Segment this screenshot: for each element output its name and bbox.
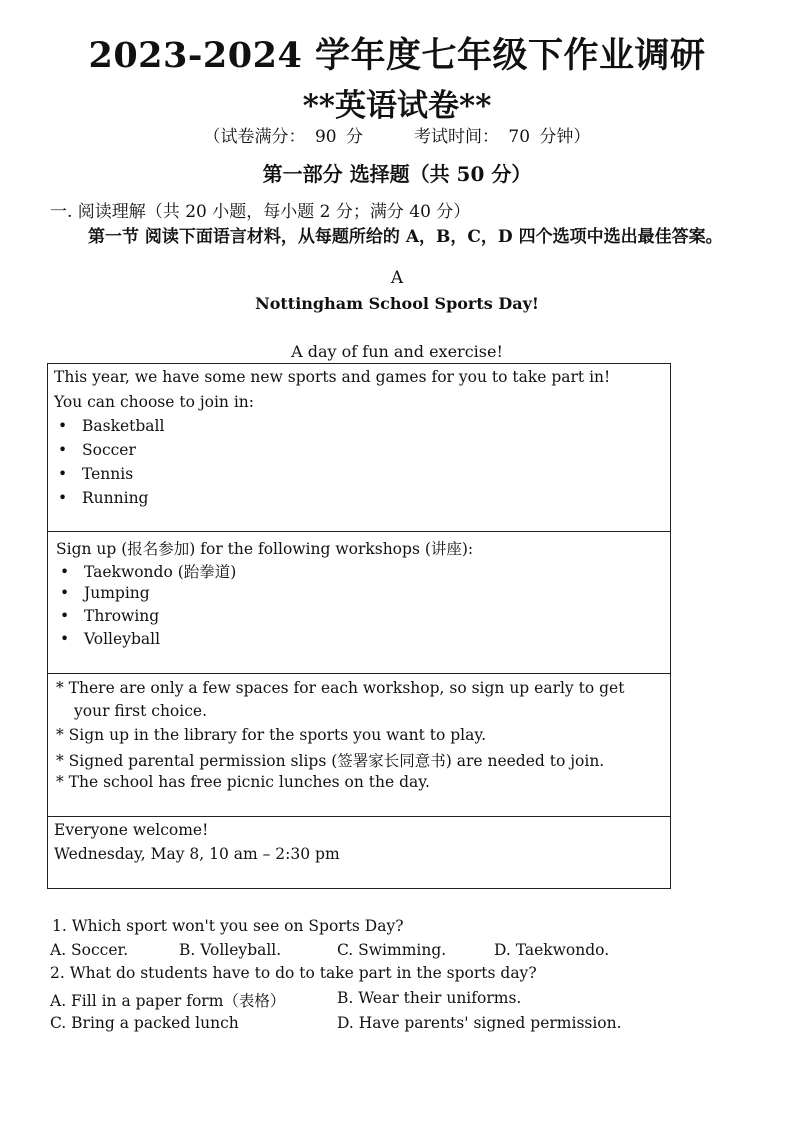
list-item: • Tennis bbox=[58, 465, 134, 483]
question-stem: 1. Which sport won't you see on Sports Day? bbox=[52, 917, 404, 935]
exam-meta: （试卷满分： 90 分 考试时间： 70 分钟） bbox=[203, 127, 591, 147]
list-item: • Basketball bbox=[58, 417, 165, 435]
section-instruction: 第一节 阅读下面语言材料，从每题所给的 A，B，C，D 四个选项中选出最佳答案。 bbox=[88, 227, 723, 247]
answer-option: B. Volleyball. bbox=[179, 941, 282, 959]
part-heading: 第一部分 选择题（共 50 分） bbox=[262, 162, 532, 186]
answer-option: C. Swimming. bbox=[337, 941, 447, 959]
event-box bbox=[47, 816, 671, 889]
question-stem: 2. What do students have to do to take part in the sports day? bbox=[50, 964, 537, 982]
passage-title: Nottingham School Sports Day! bbox=[255, 294, 539, 313]
note-item: * Sign up in the library for the sports you want to play. bbox=[56, 726, 486, 744]
list-item: • Soccer bbox=[58, 441, 136, 459]
passage-tagline: A day of fun and exercise! bbox=[291, 342, 503, 361]
list-item: • Volleyball bbox=[60, 630, 161, 648]
answer-option: C. Bring a packed lunch bbox=[50, 1014, 239, 1032]
answer-option: D. Have parents' signed permission. bbox=[337, 1014, 622, 1032]
exam-title: 2023-2024 学年度七年级下作业调研 bbox=[88, 35, 706, 76]
note-item: * The school has free picnic lunches on the day. bbox=[56, 773, 430, 791]
notes-box bbox=[47, 673, 671, 817]
event-datetime: Wednesday, May 8, 10 am – 2:30 pm bbox=[54, 845, 340, 863]
list-item: • Throwing bbox=[60, 607, 160, 625]
section-heading: 一. 阅读理解（共 20 小题，每小题 2 分；满分 40 分） bbox=[50, 202, 471, 222]
answer-option: A. Fill in a paper form（表格） bbox=[50, 992, 286, 1010]
list-item: • Running bbox=[58, 489, 149, 507]
workshops-intro: Sign up (报名参加) for the following workshops (讲座): bbox=[56, 540, 474, 558]
list-item: • Jumping bbox=[60, 584, 150, 602]
answer-option: B. Wear their uniforms. bbox=[337, 989, 522, 1007]
sports-intro: This year, we have some new sports and games for you to take part in! bbox=[54, 368, 611, 386]
list-item: • Taekwondo (跆拳道) bbox=[60, 563, 237, 581]
welcome-text: Everyone welcome! bbox=[54, 821, 209, 839]
note-item: * There are only a few spaces for each workshop, so sign up early to get bbox=[56, 679, 625, 697]
workshops-box bbox=[47, 531, 671, 674]
passage-letter: A bbox=[390, 268, 404, 288]
note-item: * Signed parental permission slips (签署家长同意书) are needed to join. bbox=[56, 752, 605, 770]
answer-option: A. Soccer. bbox=[50, 941, 129, 959]
note-item-cont: your first choice. bbox=[74, 702, 207, 720]
sports-box bbox=[47, 363, 671, 532]
sports-choose: You can choose to join in: bbox=[54, 393, 254, 411]
exam-subtitle: **英语试卷** bbox=[302, 88, 492, 124]
answer-option: D. Taekwondo. bbox=[494, 941, 610, 959]
